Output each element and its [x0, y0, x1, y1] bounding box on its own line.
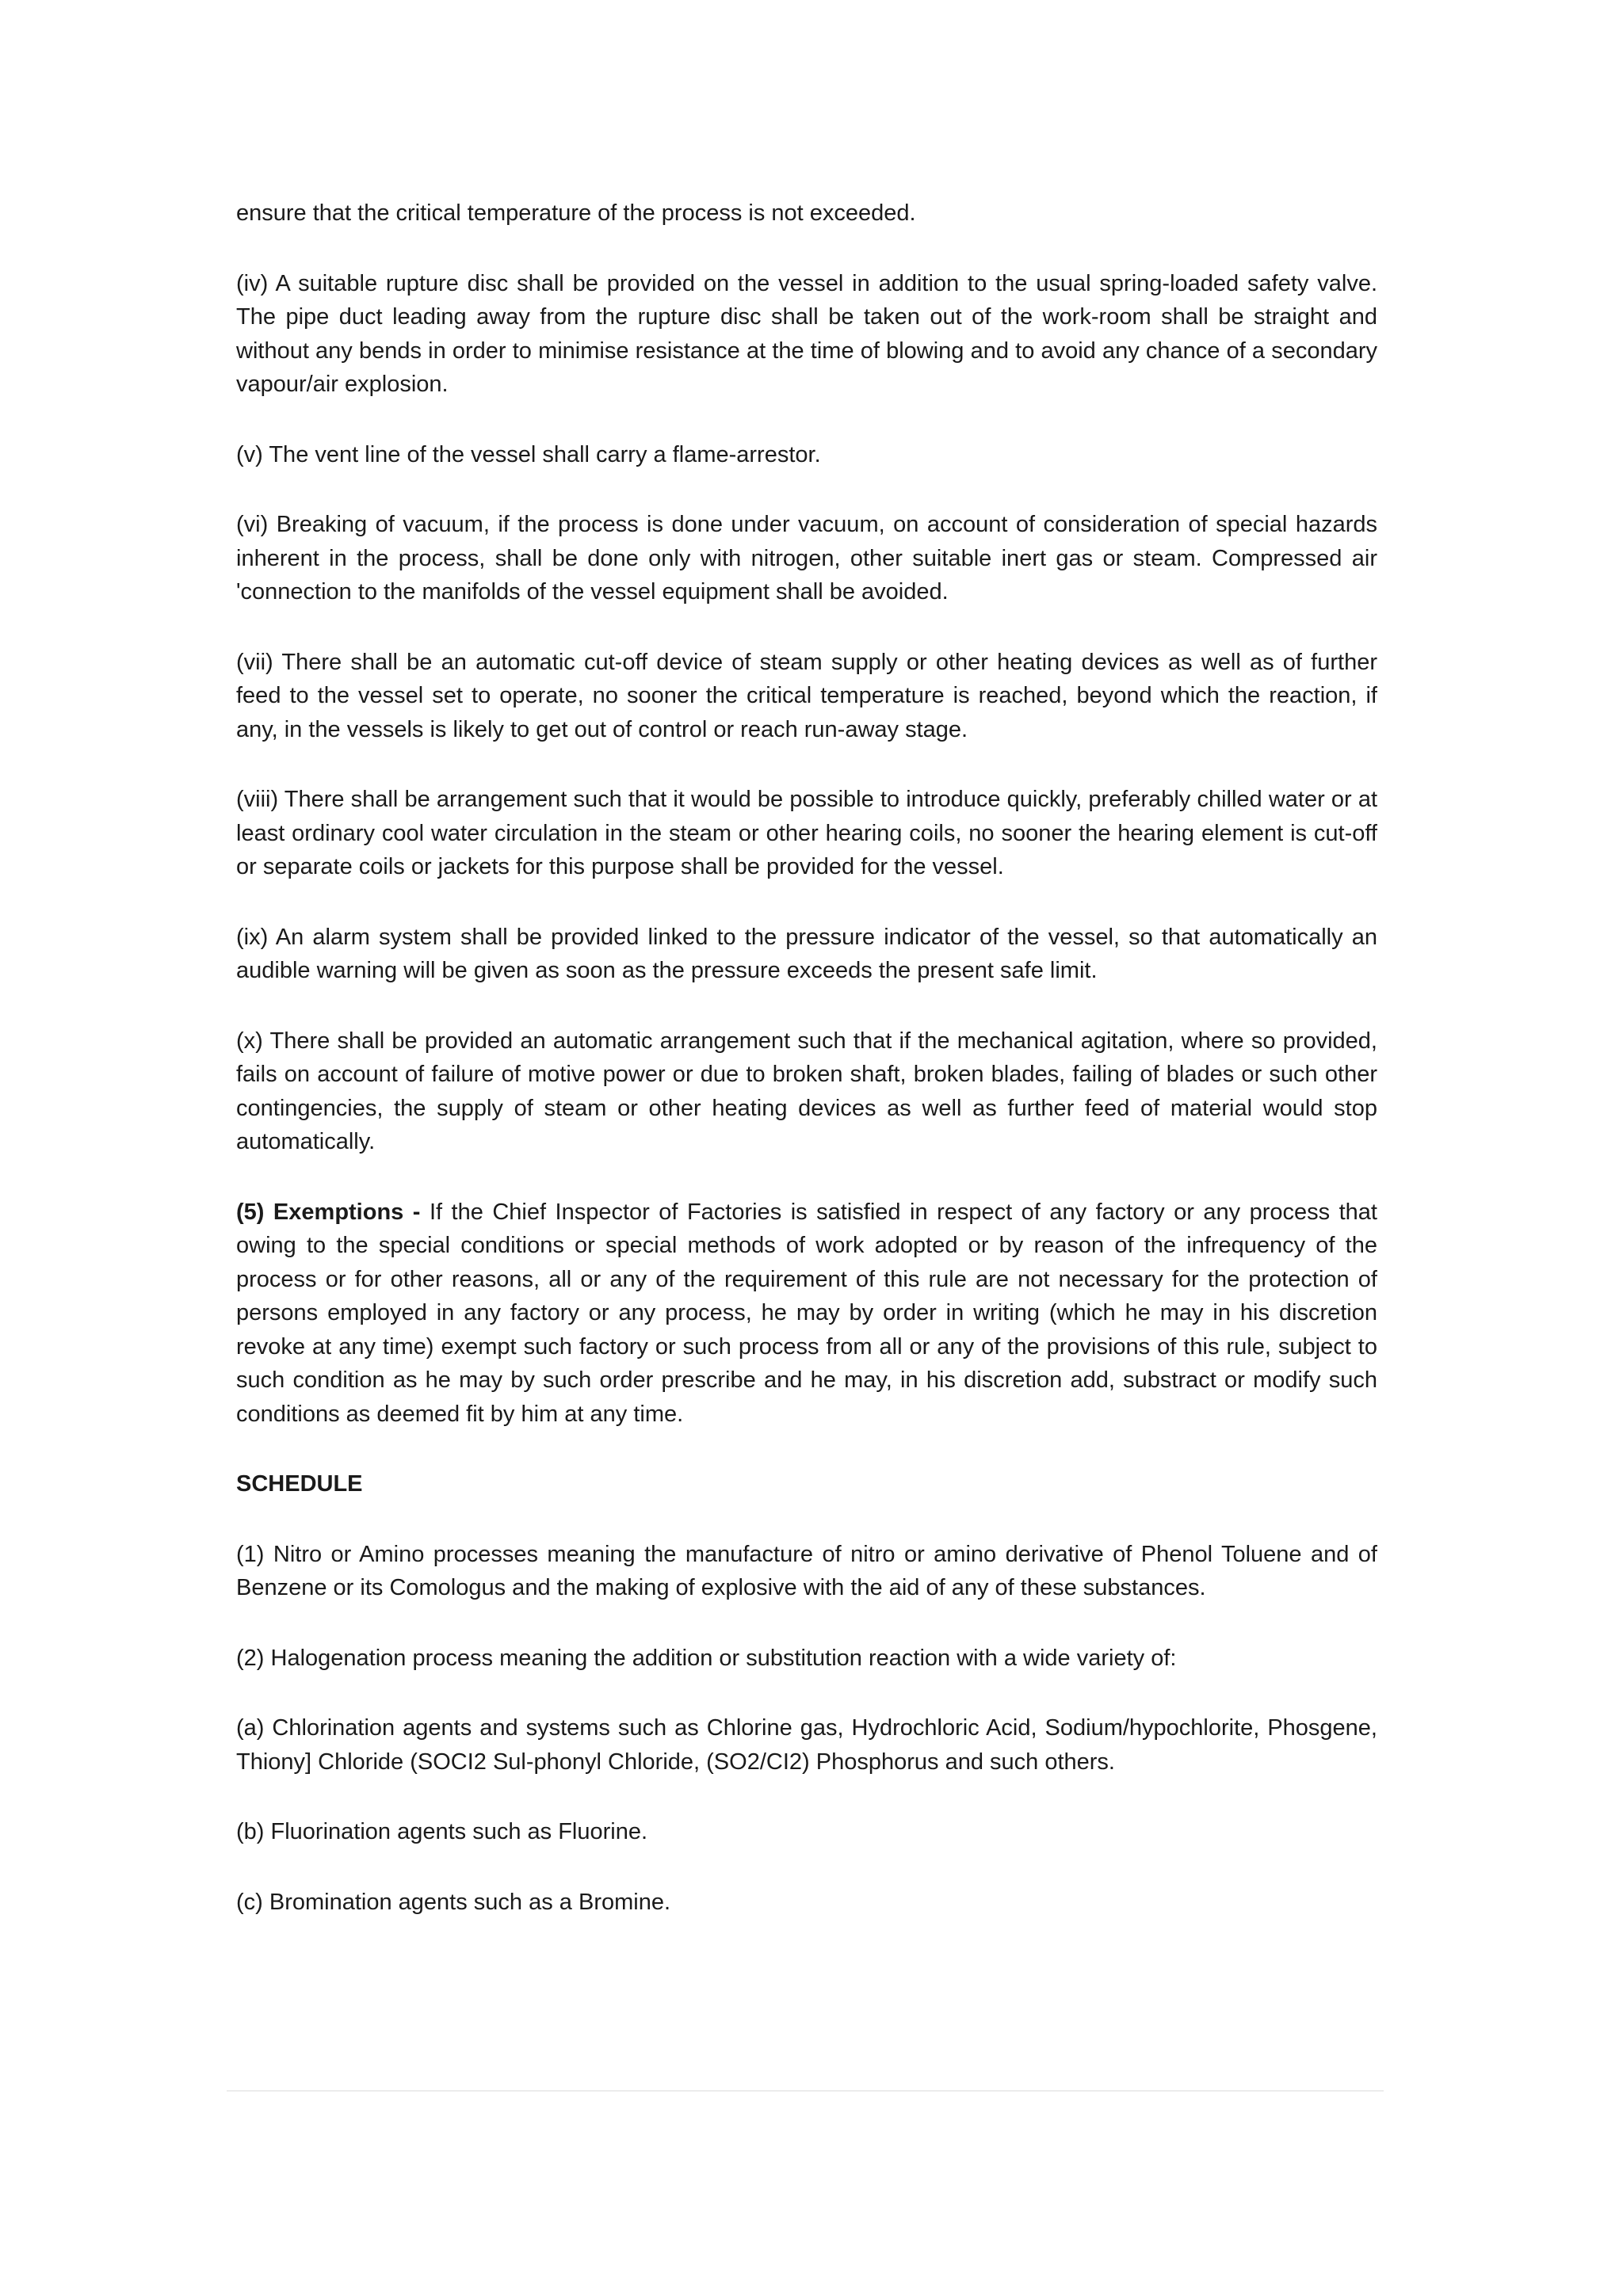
- paragraph-continuation: ensure that the critical temperature of the process is not exceeded.: [236, 200, 916, 226]
- paragraph-viii: (viii) There shall be arrangement such that it would be possible to introduce quickly, preferably chilled water or at least ordinary cool water circulation in the steam or other hearing coils, no sooner the hearing element is cut-off or separate coils or jackets for this purpose shall be provided for the vessel.: [236, 787, 1377, 879]
- paragraph-v: (v) The vent line of the vessel shall carry a flame-arrestor.: [236, 441, 821, 467]
- schedule-item-2c: (c) Bromination agents such as a Bromine.: [236, 1889, 671, 1915]
- schedule-item-2: (2) Halogenation process meaning the addition or substitution reaction with a wide variety of:: [236, 1645, 1177, 1671]
- document-body: [236, 196, 1377, 1955]
- schedule-item-2a: (a) Chlorination agents and systems such as Chlorine gas, Hydrochloric Acid, Sodium/hypochlorite, Phosgene, Thiony] Chloride (SOCI2 Sul-phonyl Chloride, (SO2/CI2) Phosphorus and such others.: [236, 1715, 1377, 1775]
- paragraph-vi: (vi) Breaking of vacuum, if the process is done under vacuum, on account of consideration of special hazards inherent in the process, shall be done only with nitrogen, other suitable inert gas or steam. Compressed air 'connection to the manifolds of the vessel equipment shall be avoided.: [236, 512, 1377, 605]
- schedule-item-1: (1) Nitro or Amino processes meaning the manufacture of nitro or amino derivative of Phenol Toluene and of Benzene or its Comologus and the making of explosive with the aid of any of these substances.: [236, 1541, 1377, 1600]
- paragraph-exemptions: [236, 1196, 1377, 1432]
- paragraph-iv: (iv) A suitable rupture disc shall be provided on the vessel in addition to the usual spring-loaded safety valve. The pipe duct leading away from the rupture disc shall be taken out of the work-room shall be straight and without any bends in order to minimise resistance at the time of blowing and to avoid any chance of a secondary vapour/air explosion.: [236, 270, 1377, 397]
- paragraph-x: (x) There shall be provided an automatic arrangement such that if the mechanical agitation, where so provided, fails on account of failure of motive power or due to broken shaft, broken blades, failing of blades or such other contingencies, the supply of steam or other heating devices as well as further feed of material would stop automatically.: [236, 1028, 1377, 1154]
- schedule-heading: SCHEDULE: [236, 1471, 363, 1497]
- exemptions-lead: (5) Exemptions -: [236, 1199, 421, 1225]
- paragraph-vii: (vii) There shall be an automatic cut-off device of steam supply or other heating devices as well as of further feed to the vessel set to operate, no sooner the critical temperature is reached, beyond which the reaction, if any, in the vessels is likely to get out of control or reach run-away stage.: [236, 649, 1377, 742]
- paragraph-ix: (ix) An alarm system shall be provided linked to the pressure indicator of the vessel, so that automatically an audible warning will be given as soon as the pressure exceeds the present safe limit.: [236, 924, 1377, 983]
- exemptions-body: If the Chief Inspector of Factories is satisfied in respect of any factory or any process that owing to the special conditions or special methods of work adopted or by reason of the infrequency of the process or for other reasons, all or any of the requirement of this rule are not necessary for the protection of persons employed in any factory or any process, he may by order in writing (which he may in his discretion revoke at any time) exempt such factory or such process from all or any of the provisions of this rule, subject to such condition as he may by such order prescribe and he may, in his discretion add, substract or modify such conditions as deemed fit by him at any time.: [236, 1199, 1377, 1427]
- footer-divider: [227, 2090, 1384, 2092]
- schedule-item-2b: (b) Fluorination agents such as Fluorine.: [236, 1819, 648, 1844]
